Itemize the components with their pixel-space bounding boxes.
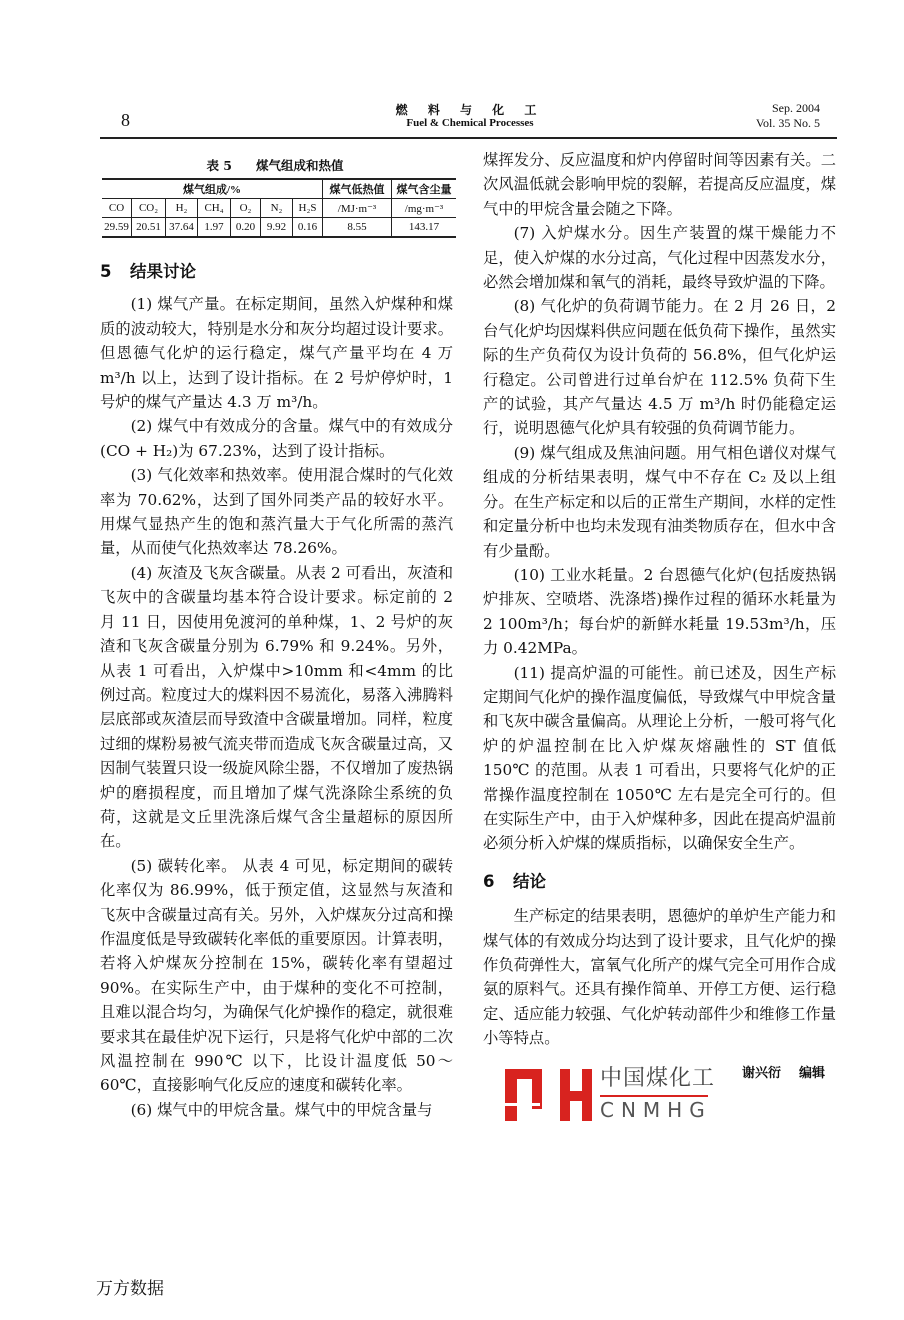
cell-co: 29.59 [104,221,129,233]
table-caption [102,157,448,175]
paragraph: (3) 气化效率和热效率。使用混合煤时的气化效率为 70.62%，达到了国外同类产品的较好水平。用煤气显热产生的饱和蒸汽量大于气化所需的蒸汽量，从而使气化热效率达 78.26%。 [100,466,453,558]
cell-co2: 20.51 [132,218,166,238]
paragraph: (2) 煤气中有效成分的含量。煤气中的有效成分(CO + H₂)为 67.23%，达到了设计指标。 [100,417,453,460]
cell-dust: 143.17 [392,218,457,238]
paragraph-continued: 煤挥发分、反应温度和炉内停留时间等因素有关。二次风温低就会影响甲烷的裂解，若提高反应温度，煤气中的甲烷含量会随之下降。 [483,151,836,218]
footer-row [502,1065,836,1123]
cell-ch4: 1.97 [198,218,231,238]
paragraph: (9) 煤气组成及焦油问题。用气相色谱仪对煤气组成的分析结果表明，煤气中不存在 C₂ 及以上组分。在生产标定和以后的正常生产期间，水样的定性和定量分析中也均未发现有油类物质存在，但水中含有少量酚。 [483,443,837,560]
section-number: 5 [100,262,112,281]
col-h2: H₂ [166,199,198,218]
header-rule [100,137,837,139]
journal-title-cn: 燃 料 与 化 工 [395,103,545,117]
paragraph: (8) 气化炉的负荷调节能力。在 2 月 26 日，2 台气化炉均因煤料供应问题在低负荷下操作，虽然实际的生产负荷仅为设计负荷的 56.8%，但气化炉运行稳定。公司曾进行过单台炉在 112.5% 负荷下生产的试验，其产气量达 4.5 万 m³/h 时仍能稳定运行，说明恩德气化炉具有较强的负荷调节能力。 [483,297,836,438]
paragraph: (7) 入炉煤水分。因生产装置的煤干燥能力不足，使入炉煤的水分过高，气化过程中因蒸发水分，必然会增加煤和氧气的消耗，最终导致炉温的下降。 [483,224,836,292]
section-title: 结果讨论 [130,262,196,281]
journal-title-en: Fuel & Chemical Processes [406,117,534,129]
issue-info [756,101,820,131]
col-co: CO [102,199,132,218]
cell-heat: 8.55 [323,218,392,238]
section-title: 结论 [513,871,546,891]
header-heat-value: 煤气低热值 [323,179,392,199]
logo-text-en: CNMHG [600,1097,712,1122]
section-heading-5 [100,260,453,284]
cell-h2s: 0.16 [293,218,323,238]
table-number: 表 5 [206,158,233,173]
cnmhg-logo [502,1065,716,1123]
col-o2: O₂ [231,199,261,218]
journal-title [380,101,560,129]
editor-role: 编辑 [799,1065,826,1081]
unit-heat: /MJ·m⁻³ [323,199,392,218]
logo-text-cn: 中国煤化工 [600,1065,716,1091]
col-co2: CO₂ [132,199,166,218]
cell-n2: 9.92 [261,218,293,238]
table-title: 煤气组成和热值 [256,158,344,173]
col-h2s: H₂S [293,199,323,218]
header-dust: 煤气含尘量 [392,179,457,199]
paragraph: 生产标定的结果表明，恩德炉的单炉生产能力和煤气体的有效成分均达到了设计要求，且气化炉的操作负荷弹性大，富氧气化所产的煤气完全可用作合成氨的原料气。还具有操作简单、开停工方便、运行稳定、适应能力较强、气化炉转动部件少和维修工作量小等特点。 [483,907,836,1048]
issue-volume: Vol. 35 No. 5 [755,116,820,130]
col-n2: N₂ [261,199,293,218]
section-heading-6 [483,870,836,894]
cell-h2: 37.64 [166,218,198,238]
cell-o2: 0.20 [231,218,261,238]
paragraph: (10) 工业水耗量。2 台恩德气化炉(包括废热锅炉排灰、空喷塔、洗涤塔)操作过程的循环水耗量为 2 100m³/h；每台炉的新鲜水耗量 19.53m³/h，压力 0.42MPa。 [483,565,836,658]
left-column [100,260,453,1122]
logo-divider [600,1095,708,1097]
col-ch4: CH₄ [198,199,231,218]
paragraph: (1) 煤气产量。在标定期间，虽然入炉煤种和煤质的波动较大，特别是水分和灰分均超过设计要求。但恩德气化炉的运行稳定，煤气产量平均在 4 万 m³/h 以上，达到了设计指标。在 2 号炉停炉时，1 号炉的煤气产量达 4.3 万 m³/h。 [100,295,453,412]
issue-date: Sep. 2004 [772,101,820,115]
paragraph: (6) 煤气中的甲烷含量。煤气中的甲烷含量与 [130,1100,433,1119]
paragraph: (11) 提高炉温的可能性。前已述及，因生产标定期间气化炉的操作温度偏低，导致煤气中甲烷含量和飞灰中碳含量偏高。从理论上分析，一般可将气化炉的炉温控制在比入炉煤灰熔融性的 ST 值低 150℃ 的范围。从表 1 可看出，只要将气化炉的正常操作温度控制在 1050℃ 左右是完全可行的。但在实际生产中，由于入炉煤种多，因此在提高炉温前必须分析入炉煤的煤质指标，以确保安全生产。 [483,663,836,853]
header-composition: 煤气组成/% [102,179,323,199]
gas-composition-table [102,178,456,238]
right-column [483,148,836,1123]
unit-dust: /mg·m⁻³ [392,199,457,218]
paragraph: (5) 碳转化率。 从表 4 可见，标定期间的碳转化率仅为 86.99%，低于预定值，这显然与灰渣和飞灰中含碳量过高有关。另外，入炉煤灰分过高和操作温度低是导致碳转化率低的重要原因。计算表明，若将入炉煤灰分控制在 15%，碳转化率有望超过 90%。在实际生产中，由于煤种的变化不可控制，且难以混合均匀，为确保气化炉操作的稳定，就很难要求其在最佳炉况下运行，只是将气化炉中部的二次风温控制在 990℃ 以下，比设计温度低 50～60℃，直接影响气化反应的速度和碳转化率。 [100,856,453,1095]
section-number: 6 [483,871,495,891]
paragraph: (4) 灰渣及飞灰含碳量。从表 2 可看出，灰渣和飞灰中的含碳量均基本符合设计要求。标定前的 2 月 11 日，因使用免渡河的单种煤，1、2 号炉的灰渣和飞灰含碳量分别为 6.79% 和 9.24%。另外，从表 1 可看出，入炉煤中>10mm 和<4mm 的比例过高。粒度过大的煤料因不易流化，易落入沸腾料层底部或灰渣层而导致渣中含碳量增加。同样，粒度过细的煤粉易被气流夹带而造成飞灰含碳量过高，又因制气装置只设一级旋风除尘器，不仅增加了废热锅炉的磨损程度，而且增加了煤气洗涤除尘系统的负荷，这就是文丘里洗涤后煤气含尘量超标的原因所在。 [100,563,453,851]
editor-name: 谢兴衍 [742,1065,782,1081]
page-number: 8 [121,110,130,130]
editor-credit [742,1065,825,1083]
wanfang-watermark: 万方数据 [96,1279,164,1299]
